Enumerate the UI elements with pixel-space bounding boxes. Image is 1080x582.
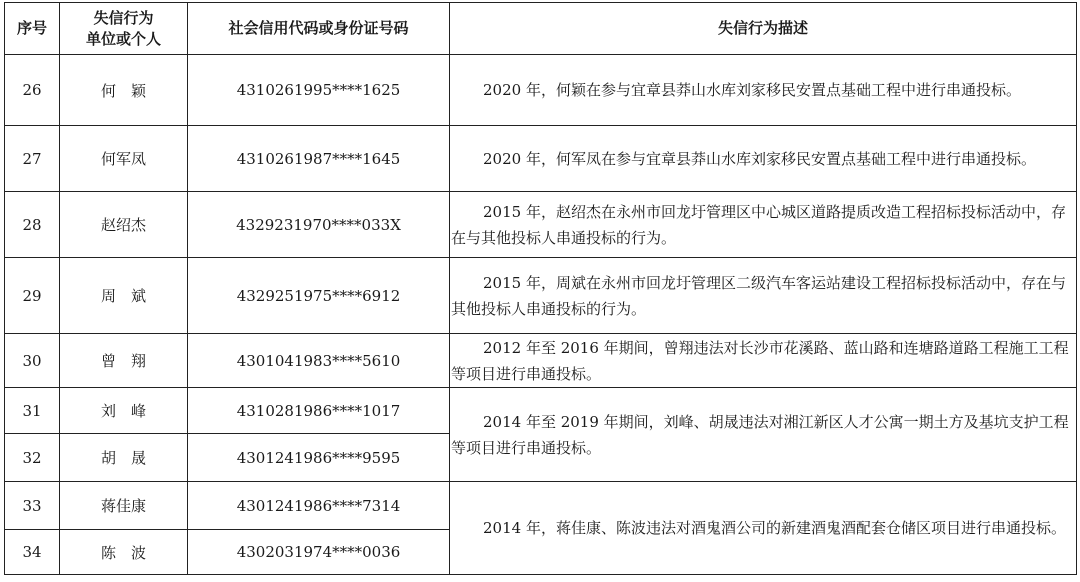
cell-name: 曾 翔 — [60, 334, 188, 388]
description-text: 2012 年至 2016 年期间，曾翔违法对长沙市花溪路、蓝山路和连塘路道路工程施工工程等项目进行串通投标。 — [451, 338, 1069, 383]
table-row — [5, 126, 1077, 192]
description-text: 2014 年，蒋佳康、陈波违法对酒鬼酒公司的新建酒鬼酒配套仓储区项目进行串通投标。 — [483, 519, 1066, 537]
cell-id: 4301241986****7314 — [188, 482, 450, 530]
table-row — [5, 334, 1077, 388]
cell-seq: 26 — [5, 55, 60, 126]
header-row — [5, 3, 1077, 55]
table-row — [5, 55, 1077, 126]
table-row — [5, 388, 1077, 434]
cell-id: 4310281986****1017 — [188, 388, 450, 434]
header-subject-line1: 失信行为 — [93, 8, 154, 27]
table-row — [5, 258, 1077, 334]
cell-description — [450, 192, 1077, 258]
cell-name: 刘 峰 — [60, 388, 188, 434]
cell-description — [450, 482, 1077, 575]
cell-seq: 27 — [5, 126, 60, 192]
cell-description — [450, 258, 1077, 334]
cell-seq: 33 — [5, 482, 60, 530]
cell-name: 蒋佳康 — [60, 482, 188, 530]
description-text: 2020 年，何军凤在参与宜章县莽山水库刘家移民安置点基础工程中进行串通投标。 — [483, 149, 1036, 168]
cell-seq: 31 — [5, 388, 60, 434]
cell-name: 何军凤 — [60, 126, 188, 192]
header-id-code: 社会信用代码或身份证号码 — [188, 3, 450, 55]
description-text: 2015 年，周斌在永州市回龙圩管理区二级汽车客运站建设工程招标投标活动中，存在与其他投标人串通投标的行为。 — [451, 273, 1066, 318]
cell-description — [450, 126, 1077, 192]
dishonesty-table — [4, 2, 1077, 575]
cell-seq: 34 — [5, 530, 60, 575]
cell-name: 陈 波 — [60, 530, 188, 575]
table-row — [5, 482, 1077, 530]
description-text: 2014 年至 2019 年期间，刘峰、胡晟违法对湘江新区人才公寓一期土方及基坑支护工程等项目进行串通投标。 — [451, 412, 1069, 457]
header-subject-line2: 单位或个人 — [85, 29, 161, 48]
description-text: 2020 年，何颖在参与宜章县莽山水库刘家移民安置点基础工程中进行串通投标。 — [483, 81, 1021, 99]
header-subject — [60, 3, 188, 55]
cell-name: 何 颖 — [60, 55, 188, 126]
cell-id: 4329251975****6912 — [188, 258, 450, 334]
cell-description — [450, 388, 1077, 482]
cell-description — [450, 334, 1077, 388]
cell-id: 4301241986****9595 — [188, 434, 450, 482]
cell-name: 赵绍杰 — [60, 192, 188, 258]
cell-seq: 30 — [5, 334, 60, 388]
cell-seq: 28 — [5, 192, 60, 258]
cell-id: 4301041983****5610 — [188, 334, 450, 388]
cell-name: 胡 晟 — [60, 434, 188, 482]
cell-seq: 29 — [5, 258, 60, 334]
description-text: 2015 年，赵绍杰在永州市回龙圩管理区中心城区道路提质改造工程招标投标活动中，存在与其他投标人串通投标的行为。 — [451, 202, 1066, 247]
table-row — [5, 192, 1077, 258]
header-seq: 序号 — [5, 3, 60, 55]
cell-id: 4302031974****0036 — [188, 530, 450, 575]
header-description: 失信行为描述 — [450, 3, 1077, 55]
cell-id: 4329231970****033X — [188, 192, 450, 258]
cell-id: 4310261987****1645 — [188, 126, 450, 192]
cell-description — [450, 55, 1077, 126]
cell-seq: 32 — [5, 434, 60, 482]
cell-name: 周 斌 — [60, 258, 188, 334]
cell-id: 4310261995****1625 — [188, 55, 450, 126]
